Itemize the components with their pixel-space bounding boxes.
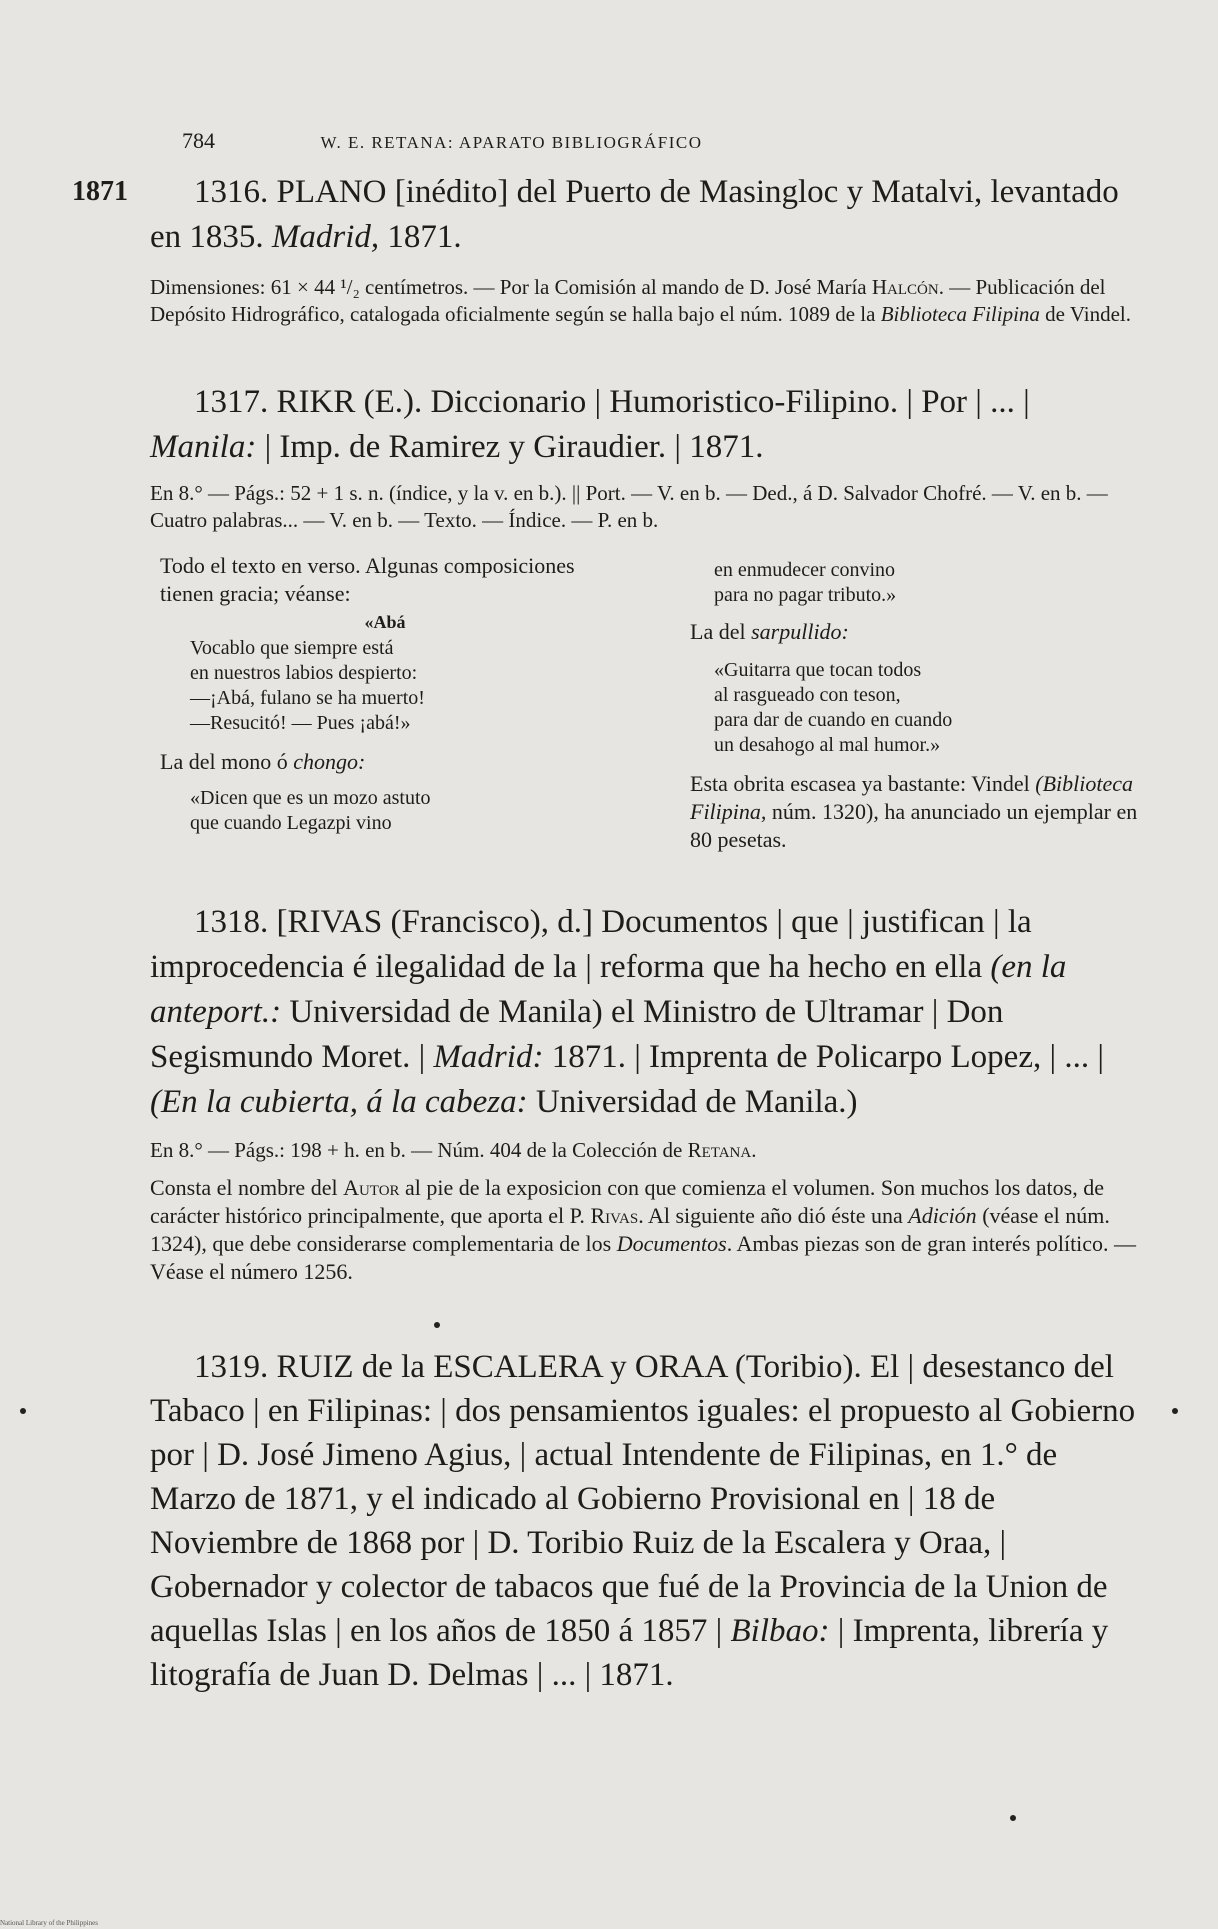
closing-text: Esta obrita escasea ya bastante: Vindel	[690, 771, 1030, 796]
ink-speck	[1172, 1408, 1178, 1414]
verse-line: «Dicen que es un mozo astuto	[190, 787, 431, 809]
verse-line: un desahogo al mal humor.»	[714, 734, 941, 756]
verse-line: que cuando Legazpi vino	[190, 812, 392, 834]
verse-title: «Abá	[364, 612, 406, 632]
note-text: En 8.° — Págs.: 198 + h. en b. — Núm. 404 de la Colección de	[150, 1138, 683, 1162]
title-text: RUIZ de la ESCALERA y ORAA (Toribio). El | desestanco del Tabaco | en Filipinas: | dos pensamientos iguales: el propuesto al Gobierno por | D. José Jimeno Agius, | actual Intendente de Filipinas, en 1.° de Marzo de 1871, y el indicado al Gobierno Provisional en | 18 de Noviembre de 1868 por | D. Toribio Ruiz de la Escalera y Oraa, | Gobernador y colector de tabacos que fué de la Provincia de la Union de aquellas Islas | en los años de 1850 á 1857 |	[150, 1349, 1136, 1649]
verse-label	[690, 618, 1140, 646]
title-italic: (en la anteport.:	[150, 949, 1067, 1030]
entry-1318	[150, 900, 1140, 1286]
entry-number: 1319.	[194, 1349, 269, 1385]
note-text: .	[751, 1138, 757, 1162]
verse-line: para no pagar tributo.»	[714, 584, 897, 606]
note-text: Dimensiones: 61 × 44 ¹/₂ centímetros. — Por la Comisión al mando de D. José María	[150, 275, 867, 299]
left-column	[160, 552, 610, 836]
para-author: Rivas	[590, 1203, 639, 1228]
verse-line: para dar de cuando en cuando	[714, 709, 953, 731]
title-year: 1871.	[387, 219, 462, 255]
para-italic: Documentos	[616, 1231, 727, 1256]
ink-speck	[1010, 1815, 1016, 1821]
para-italic: Adición	[908, 1203, 977, 1228]
entry-number: 1317.	[194, 384, 269, 420]
entry-title	[150, 900, 1140, 1125]
title-text: PLANO [inédito] del Puerto de Masingloc y Matalvi, levantado en 1835.	[150, 174, 1119, 255]
note-text: . — Publicación del Depósito Hidrográfico, catalogada oficialmente según se halla bajo el núm. 1089 de la	[150, 275, 1106, 326]
title-text: [RIVAS (Francisco), d.] Documentos | que | justifican | la improcedencia é ilegalidad de la | reforma que ha hecho en ella	[150, 904, 1032, 985]
title-text: RIKR (E.). Diccionario | Humoristico-Filipino. | Por | ... |	[276, 384, 1030, 420]
verse-line: —¡Abá, fulano se ha muerto!	[190, 687, 425, 709]
verse-line: en enmudecer convino	[714, 559, 896, 581]
verse-line: Vocablo que siempre está	[190, 637, 394, 659]
title-text: Universidad de Manila.)	[535, 1084, 858, 1120]
title-italic: (En la cubierta, á la cabeza:	[150, 1084, 528, 1120]
para-text: . Ambas piezas son de gran interés político. — Véase el número 1256.	[150, 1231, 1137, 1284]
para-text: . Al siguiente año dió éste una	[638, 1203, 903, 1228]
verse-line: al rasgueado con teson,	[714, 684, 901, 706]
title-text: 1871. | Imprenta de Policarpo Lopez, | ... |	[551, 1039, 1104, 1075]
verse-line: «Guitarra que tocan todos	[714, 659, 922, 681]
entry-note	[150, 274, 1140, 328]
note-reference: Biblioteca Filipina	[880, 302, 1040, 326]
title-imprint: Madrid:	[433, 1039, 544, 1075]
entry-title	[150, 380, 1140, 470]
running-title: W. E. RETANA: APARATO BIBLIOGRÁFICO	[320, 133, 703, 152]
closing-note	[690, 770, 1140, 854]
entry-1319	[150, 1345, 1140, 1697]
title-text: | Imprenta, librería y litografía de Juan D. Delmas | ... | 1871.	[150, 1613, 1109, 1693]
page-number: 784	[182, 128, 215, 153]
closing-text: núm. 1320), ha anunciado un ejemplar en 80 pesetas.	[690, 799, 1138, 852]
verse-line: en nuestros labios despierto:	[190, 662, 418, 684]
margin-year: 1871	[72, 176, 128, 207]
label-text: La del mono ó	[160, 749, 288, 774]
verse-label	[160, 748, 610, 776]
running-head	[182, 128, 1082, 154]
entry-commentary	[150, 1174, 1140, 1286]
verse-line: —Resucitó! — Pues ¡abá!»	[190, 712, 411, 734]
ink-speck	[434, 1322, 440, 1328]
intro-text: Todo el texto en verso. Algunas composiciones tienen gracia; véanse:	[160, 553, 575, 606]
para-text: al pie de la exposicion con que comienza el volumen. Son muchos los datos, de carácter histórico principalmente, que aporta el P.	[150, 1175, 1104, 1228]
closing-reference: (Biblioteca Filipina,	[690, 771, 1134, 824]
para-text: (véase el núm. 1324), que debe considerarse complementaria de los	[150, 1203, 1110, 1256]
entry-number: 1316.	[194, 174, 269, 210]
right-column	[690, 558, 1140, 854]
entry-note: En 8.° — Págs.: 52 + 1 s. n. (índice, y la v. en b.). || Port. — V. en b. — Ded., á D. Salvador Chofré. — V. en b. — Cuatro palabras... — V. en b. — Texto. — Índice. — P. en b.	[150, 481, 1108, 532]
title-text: Universidad de Manila) el Ministro de Ultramar | Don Segismundo Moret. |	[150, 994, 1004, 1075]
title-text: | Imp. de Ramirez y Giraudier. | 1871.	[264, 429, 764, 465]
entry-1317	[150, 380, 1140, 534]
ink-speck	[20, 1408, 26, 1414]
note-author: Retana	[687, 1138, 752, 1162]
note-text: de Vindel.	[1045, 302, 1132, 326]
entry-1316	[150, 170, 1140, 328]
scan-credit: National Library of the Philippines	[0, 1919, 98, 1927]
para-author: Autor	[343, 1175, 400, 1200]
entry-title	[150, 1345, 1140, 1697]
note-author: Halcón	[871, 275, 939, 299]
para-text: Consta el nombre del	[150, 1175, 338, 1200]
title-imprint: Bilbao:	[730, 1613, 830, 1649]
title-imprint: Manila:	[150, 429, 257, 465]
entry-note	[150, 1137, 1140, 1164]
label-italic: chongo:	[293, 749, 366, 774]
title-imprint: Madrid,	[271, 219, 380, 255]
label-text: La del	[690, 619, 746, 644]
entry-title	[150, 170, 1140, 260]
entry-number: 1318.	[194, 904, 269, 940]
label-italic: sarpullido:	[751, 619, 849, 644]
